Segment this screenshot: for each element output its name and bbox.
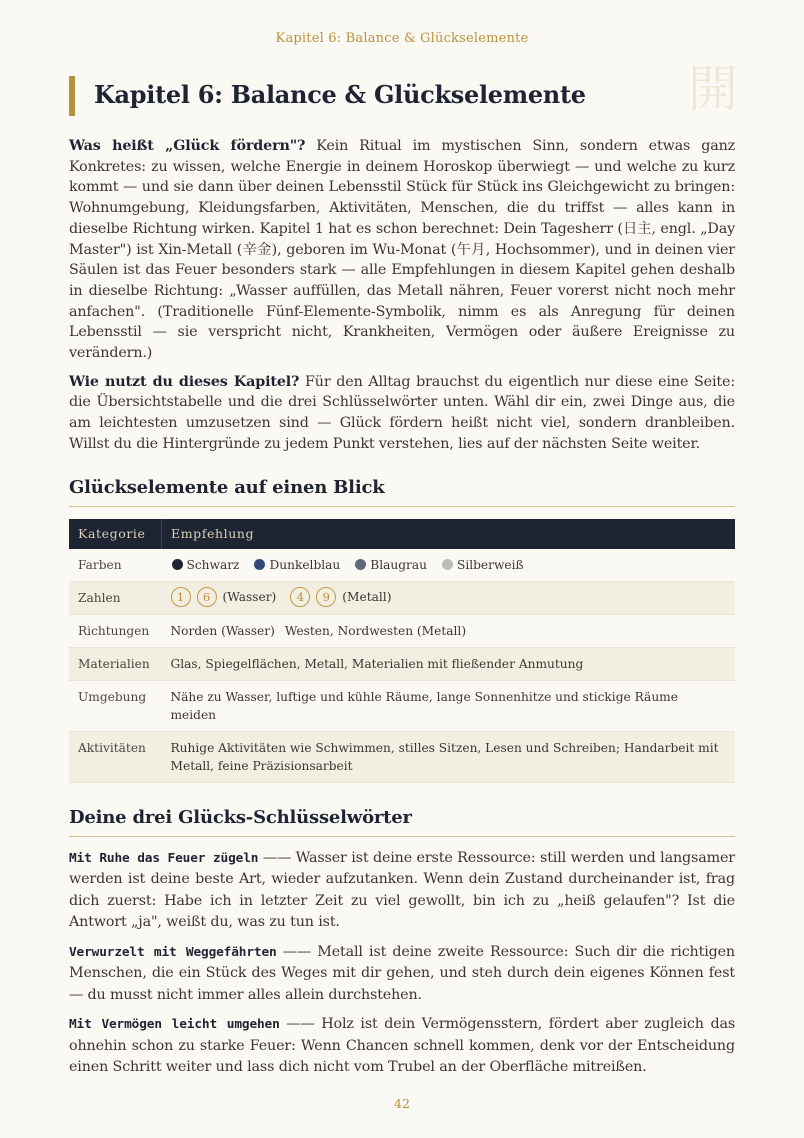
keyword-term: Verwurzelt mit Weggefährten — [69, 944, 277, 960]
keywords-heading: Deine drei Glücks-Schlüsselwörter — [69, 807, 735, 837]
row-label-directions: Richtungen — [78, 623, 150, 638]
directions-cell — [162, 614, 736, 647]
numbers-cell — [162, 581, 736, 614]
color-dot-darkblue — [254, 559, 265, 570]
keyword-text: —— Holz ist dein Vermögensstern, fördert aber zugleich das ohnehin schon zu starke Feuer: Wenn Chancen schnell kommen, denk vor der Entscheidung einen Schritt weiter und lass dich nicht vom Trubel an der Oberfläche mitreißen. — [69, 1016, 736, 1076]
table-row-materials — [69, 647, 735, 680]
color-swatch-item — [172, 558, 240, 572]
direction-water: Norden (Wasser) — [170, 623, 275, 638]
activities-cell: Ruhige Aktivitäten wie Schwimmen, stilles Sitzen, Lesen und Schreiben; Handarbeit mit Metall, feine Präzisionsarbeit — [170, 740, 719, 773]
row-label-colors: Farben — [78, 557, 122, 572]
watermark-glyph: 開 — [688, 60, 738, 118]
table-row-colors — [69, 549, 735, 582]
row-label-activities: Aktivitäten — [78, 740, 146, 755]
running-header: Kapitel 6: Balance & Glückselemente — [275, 31, 529, 46]
intro-lead-2: Wie nutzt du dieses Kapitel? — [69, 373, 300, 390]
environment-cell: Nähe zu Wasser, luftige und kühle Räume, lange Sonnenhitze und stickige Räume meiden — [170, 689, 678, 722]
color-dot-silverwhite — [442, 559, 453, 570]
row-label-numbers: Zahlen — [78, 590, 121, 605]
color-name: Silberweiß — [456, 557, 524, 572]
number-circle: 1 — [171, 587, 191, 607]
direction-metal: Westen, Nordwesten (Metall) — [284, 623, 467, 638]
color-swatch-item — [254, 558, 340, 572]
col-header-category: Kategorie — [69, 519, 162, 549]
table-row-activities — [69, 731, 735, 782]
title-accent-bar — [69, 76, 75, 116]
color-name: Dunkelblau — [269, 557, 341, 572]
number-circle: 6 — [197, 587, 217, 607]
chapter-title: Kapitel 6: Balance & Glückselemente — [94, 80, 586, 109]
keyword-term: Mit Vermögen leicht umgehen — [69, 1017, 280, 1033]
color-dot-black — [172, 559, 183, 570]
chapter-title-block — [69, 76, 735, 116]
keyword-text: —— Wasser ist deine erste Ressource: still werden und langsamer werden ist deine beste Art, wieder aufzutanken. Wenn dein Zustand durcheinander ist, frag dich zuerst: Habe ich in letzter Zeit zu viel gewollt, bin ich zu „heiß gelaufen"? Ist die Antwort „ja", weißt du, was zu tun ist. — [69, 849, 735, 931]
intro-text-1: Kein Ritual im mystischen Sinn, sondern etwas ganz Konkretes: zu wissen, welche Energie in deinem Horoskop überwiegt — und welche zu kurz kommt — und sie dann über deinen Lebensstil Stück für Stück ins Gleichgewicht zu bringen: Wohnumgebung, Kleidungsfarben, Aktivitäten, Menschen, die du triffst — alles kann in dieselbe Richtung wirken. Kapitel 1 hat es schon berechnet: Dein Tagesherr (日主, engl. „Day Master") ist Xin-Metall (辛金), geboren im Wu-Monat (午月, Hochsommer), und in deinen vier Säulen ist das Feuer besonders stark — alle Empfehlungen in diesem Kapitel gehen deshalb in dieselbe Richtung: „Wasser auffüllen, das Metall nähren, Feuer vorerst nicht noch mehr anfachen". (Traditionelle Fünf-Elemente-Symbolik, nimm es als Anregung für deinen Lebensstil — sie verspricht nicht, Krankheiten, Vermögen oder äußere Ereignisse zu verändern.) — [69, 138, 736, 362]
color-swatch-item — [442, 558, 524, 572]
table-row-environment — [69, 680, 735, 731]
page-number: 42 — [394, 1096, 410, 1111]
number-group-label: (Metall) — [342, 589, 392, 604]
col-header-recommendation: Empfehlung — [162, 519, 736, 549]
intro-paragraph-2 — [69, 372, 735, 455]
materials-cell: Glas, Spiegelflächen, Metall, Materialien mit fließender Anmutung — [170, 656, 584, 671]
intro-lead-1: Was heißt „Glück fördern"? — [69, 138, 306, 154]
keyword-item — [69, 848, 735, 934]
table-row-directions — [69, 614, 735, 647]
keyword-item — [69, 1014, 735, 1079]
page-content — [69, 136, 735, 1087]
intro-paragraph-1 — [69, 136, 735, 364]
intro-text-2: Für den Alltag brauchst du eigentlich nur diese eine Seite: die Übersichtstabelle und die drei Schlüsselwörter unten. Wähl dir ein, zwei Dinge aus, die am leichtesten umzusetzen sind — Glück fördern heißt nicht viel, sondern dranbleiben. Willst du die Hintergründe zu jedem Punkt verstehen, lies auf der nächsten Seite weiter. — [69, 373, 735, 452]
overview-table — [69, 519, 735, 783]
color-name: Schwarz — [186, 557, 240, 572]
color-name: Blaugrau — [370, 557, 427, 572]
color-dot-bluegrey — [355, 559, 366, 570]
table-header-row — [69, 519, 735, 549]
color-swatch-item — [355, 558, 427, 572]
overview-heading: Glückselemente auf einen Blick — [69, 477, 735, 507]
row-label-materials: Materialien — [78, 656, 150, 671]
number-group-label: (Wasser) — [222, 589, 277, 604]
keyword-text: —— Metall ist deine zweite Ressource: Such dir die richtigen Menschen, die ein Stück des Weges mit dir gehen, und steh durch dein eigenes Können fest — du musst nicht immer alles allein durchstehen. — [69, 943, 735, 1003]
row-label-environment: Umgebung — [78, 689, 147, 704]
number-circle: 4 — [290, 587, 310, 607]
table-row-numbers — [69, 581, 735, 614]
keyword-term: Mit Ruhe das Feuer zügeln — [69, 850, 259, 866]
colors-cell — [162, 549, 736, 582]
number-circle: 9 — [316, 587, 336, 607]
keyword-item — [69, 942, 735, 1007]
